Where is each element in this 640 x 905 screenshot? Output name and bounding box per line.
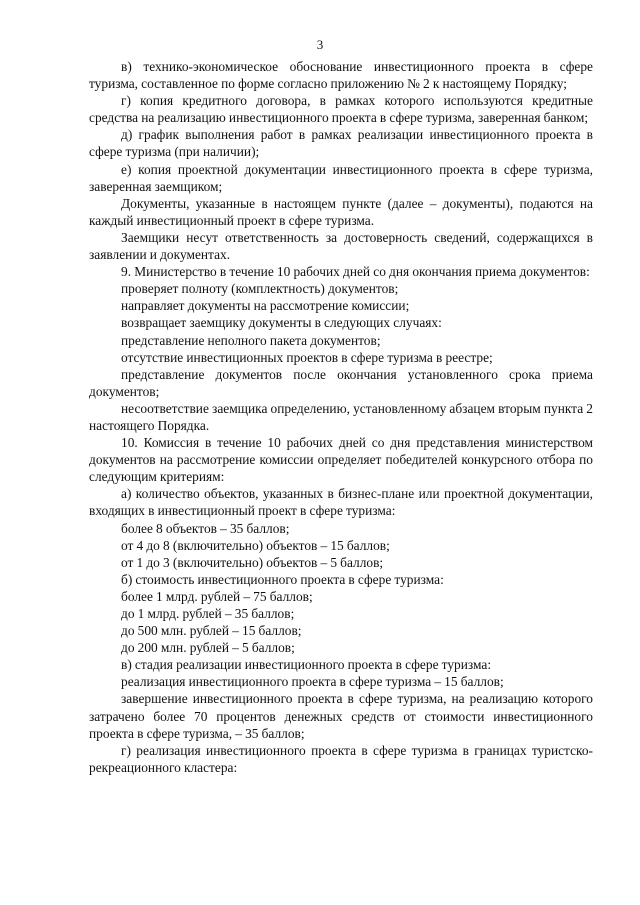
paragraph-score-line: реализация инвестиционного проекта в сфере туризма – 15 баллов;: [121, 674, 504, 690]
paragraph-item-e-project-documentation: е) копия проектной документации инвестиционного проекта в сфере туризма, заверенная заемщиком;: [89, 161, 593, 194]
paragraph-check-completeness: проверяет полноту (комплектность) документов;: [121, 281, 399, 297]
paragraph-criterion-b: б) стоимость инвестиционного проекта в сфере туризма:: [121, 571, 444, 587]
paragraph-criterion-v: в) стадия реализации инвестиционного проекта в сфере туризма:: [121, 657, 492, 673]
paragraph-score-line: завершение инвестиционного проекта в сфере туризма, на реализацию которого затрачено более 70 процентов денежных средств от стоимости инвестиционного проекта в сфере туризма, – 35 баллов;: [89, 691, 593, 741]
paragraph-send-to-commission: направляет документы на рассмотрение комиссии;: [121, 298, 410, 314]
paragraph-score-line: от 4 до 8 (включительно) объектов – 15 баллов;: [121, 537, 390, 553]
paragraph-score-line: до 500 млн. рублей – 15 баллов;: [121, 623, 302, 639]
paragraph-score-line: более 1 млрд. рублей – 75 баллов;: [121, 588, 313, 604]
paragraph-return-documents: возвращает заемщику документы в следующих случаях:: [121, 315, 442, 331]
paragraph-clause-10: 10. Комиссия в течение 10 рабочих дней со дня представления министерством документов на рассмотрение комиссии определяет победителей конкурсного отбора по следующим критериям:: [89, 435, 593, 485]
paragraph-score-line: от 1 до 3 (включительно) объектов – 5 баллов;: [121, 554, 384, 570]
paragraph-item-d-work-schedule: д) график выполнения работ в рамках реализации инвестиционного проекта в сфере туризма (при наличии);: [89, 127, 593, 160]
paragraph-criterion-g: г) реализация инвестиционного проекта в сфере туризма в границах туристско-рекреационного кластера:: [89, 742, 593, 775]
paragraph-item-v-feasibility-study: в) технико-экономическое обоснование инвестиционного проекта в сфере туризма, составленное по форме согласно приложению № 2 к настоящему Порядку;: [89, 59, 593, 92]
paragraph-documents-submission: Документы, указанные в настоящем пункте (далее – документы), подаются на каждый инвестиционный проект в сфере туризма.: [89, 195, 593, 228]
page-number: 3: [316, 37, 324, 52]
paragraph-borrower-responsibility: Заемщики несут ответственность за достоверность сведений, содержащихся в заявлении и документах.: [89, 229, 593, 263]
paragraph-incomplete-package: представление неполного пакета документов;: [121, 332, 381, 348]
paragraph-late-submission: представление документов после окончания установленного срока приема документов;: [89, 366, 593, 399]
paragraph-not-in-registry: отсутствие инвестиционных проектов в сфере туризма в реестре;: [121, 349, 493, 365]
paragraph-nonconformity: несоответствие заемщика определению, установленному абзацем вторым пункта 2 настоящего Порядка.: [89, 400, 593, 433]
paragraph-criterion-a: а) количество объектов, указанных в бизнес-плане или проектной документации, входящих в инвестиционный проект в сфере туризма:: [89, 486, 593, 519]
paragraph-item-g-loan-agreement: г) копия кредитного договора, в рамках которого используются кредитные средства на реализацию инвестиционного проекта в сфере туризма, заверенная банком;: [89, 93, 593, 126]
document-body: [89, 58, 593, 776]
paragraph-score-line: более 8 объектов – 35 баллов;: [121, 520, 290, 536]
paragraph-score-line: до 200 млн. рублей – 5 баллов;: [121, 640, 295, 656]
paragraph-score-line: до 1 млрд. рублей – 35 баллов;: [121, 606, 295, 621]
paragraph-clause-9: 9. Министерство в течение 10 рабочих дней со дня окончания приема документов:: [121, 264, 590, 280]
